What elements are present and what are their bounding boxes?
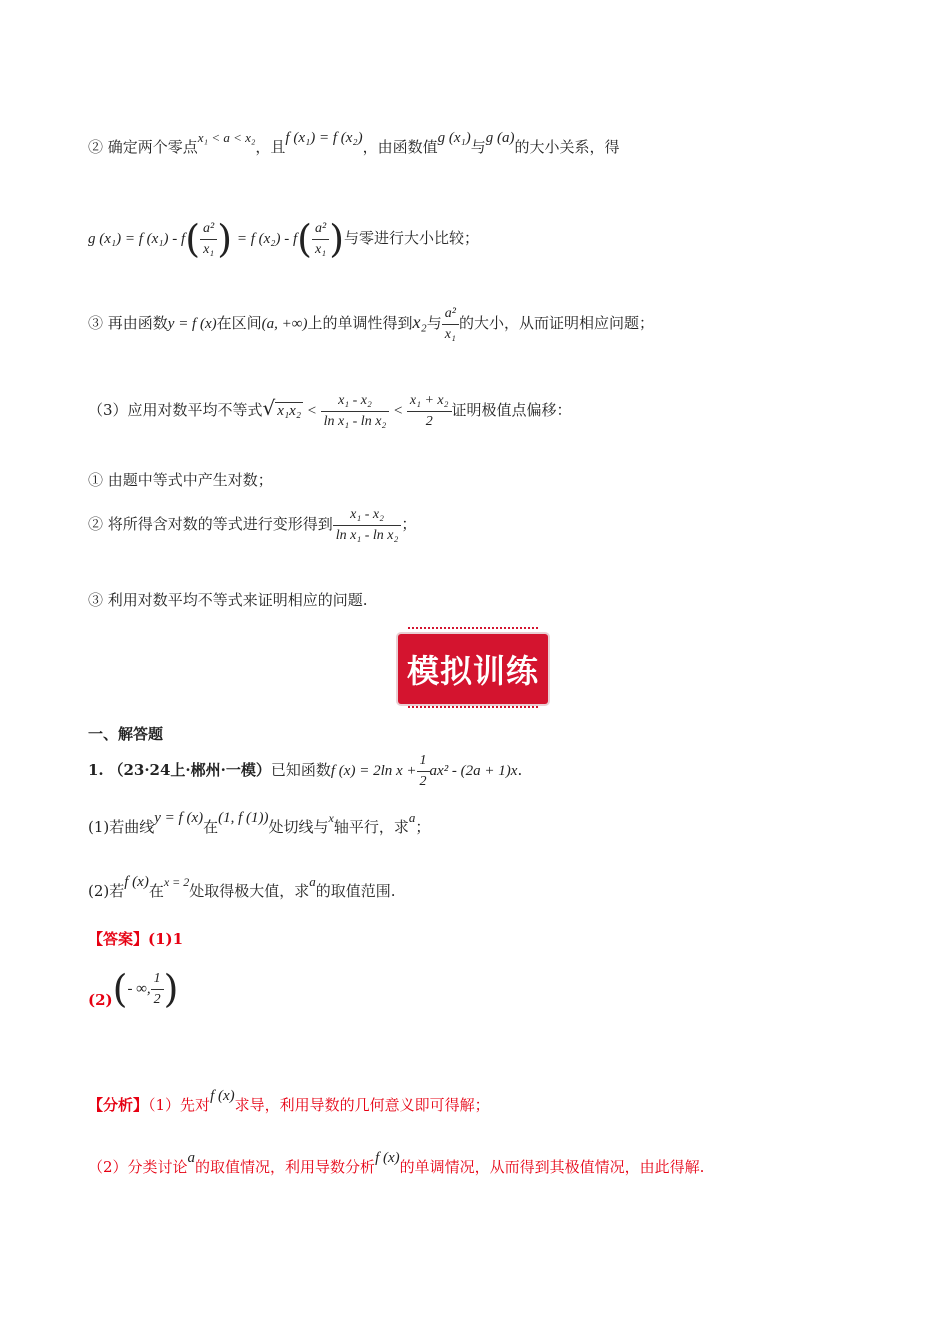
part1-line	[88, 810, 880, 839]
stamp-title: 模拟训练	[406, 652, 539, 690]
math-a-analysis: a	[187, 1150, 196, 1166]
step3-line	[88, 298, 880, 346]
step2-formula-tail: 与零进行大小比较；	[344, 229, 480, 247]
math-y-fx-part1: y = f (x)	[154, 810, 204, 826]
math-point: (1, f (1))	[218, 810, 269, 826]
math-func-rhs: ax² - (2a + 1)x	[429, 763, 518, 779]
step2-mid2: ，由函数值	[362, 138, 438, 156]
math-x2: x₂	[412, 312, 427, 332]
math-f-equal: f (x₁) = f (x₂)	[285, 130, 363, 146]
answer-part2-line: (2)(- ∞, $\frac{1}{2}$ )	[88, 967, 179, 1011]
method3-label: （3）应用对数平均不等式	[88, 401, 263, 419]
math-g-mid: = f (x₂) - f	[236, 231, 298, 247]
math-func-lhs: f (x) = 2ln x +	[330, 763, 417, 779]
analysis-text5: 的单调情况，从而得到其极值情况，由此得解.	[399, 1158, 705, 1176]
step2-confirm-line	[88, 130, 880, 159]
analysis-label: 【分析】	[88, 1096, 149, 1114]
part1-mid: 在	[203, 818, 219, 836]
part2-mid2: 处取得极大值，求	[189, 882, 310, 900]
math-y-fx: y = f (x)	[167, 316, 217, 332]
part2-tail: 的取值范围.	[315, 882, 396, 900]
fraction-a2-x1-step3: $\frac{\text{a²}}{\text{x₁}}$	[442, 304, 459, 345]
problem-number: 1.	[88, 761, 104, 779]
step2-formula-line: g (x₁) = f (x₁) - f( $\frac{\text{a²}}{\text{x₁}}$ ) = f (x₂) - f( $\frac{\text{a²}}{\text{x₁}}$ )与零进行大小比较；	[88, 217, 480, 261]
fraction-log-mean: $\frac{\text{x₁ - x₂}}{\text{ln x₁ - ln x₂}}$	[321, 391, 390, 432]
fraction-a2-x1: $\frac{\text{a²}}{\text{x₁}}$	[200, 219, 217, 260]
sqrt-symbol: √	[262, 396, 276, 420]
problem-source: （23·24上·郴州·一模）	[108, 761, 271, 779]
analysis-line1	[88, 1088, 880, 1117]
problem-lead: 已知函数	[270, 761, 331, 779]
method3-tail: 证明极值点偏移：	[451, 401, 572, 419]
step3-mid2: 上的单调性得到	[307, 314, 413, 332]
less-than-2: <	[389, 403, 407, 419]
fraction-a2-x1-second: $\frac{\text{a²}}{\text{x₁}}$	[312, 219, 329, 260]
step2-mid: ，且	[255, 138, 286, 156]
part1-mid3: 轴平行，求	[333, 818, 409, 836]
method3-step2-tail: ；	[401, 515, 417, 533]
math-a-part1: a	[408, 810, 416, 825]
fraction-log-diff: $\frac{\text{x₁ - x₂}}{\text{ln x₁ - ln x₂}}$	[333, 505, 402, 546]
math-x-equals-2: x = 2	[163, 875, 190, 889]
step2-label: ② 确定两个零点	[88, 138, 198, 156]
analysis-text3: （2）分类讨论	[88, 1158, 188, 1176]
part1-label: (1)若曲线	[88, 818, 155, 836]
math-a-part2: a	[309, 874, 316, 889]
math-sqrt-x1x2: x₁x₂	[277, 403, 302, 419]
step2-tail: 的大小关系，得	[514, 138, 620, 156]
answer-line: 【答案】(1)1	[88, 930, 184, 948]
simulation-training-stamp	[398, 634, 548, 704]
math-interval-left: - ∞,	[127, 981, 151, 997]
analysis-text4: 的取值情况，利用导数分析	[195, 1158, 376, 1176]
step2-mid3: 与	[470, 138, 486, 156]
step3-tail: 的大小，从而证明相应问题；	[458, 314, 654, 332]
analysis-text2: 求导，利用导数的几何意义即可得解；	[234, 1096, 490, 1114]
step3-mid: 在区间	[216, 314, 262, 332]
math-g-lead: g (x₁) = f (x₁) - f	[88, 231, 186, 247]
problem1-line	[88, 746, 880, 794]
analysis-line2	[88, 1150, 880, 1179]
answer-part2-label: (2)	[88, 991, 113, 1009]
math-fx-analysis2: f (x)	[375, 1150, 400, 1166]
math-fx-part2: f (x)	[124, 874, 149, 890]
math-interval: (a, +∞)	[261, 316, 308, 332]
method3-step2-line	[88, 500, 880, 548]
step3-label: ③ 再由函数	[88, 314, 168, 332]
part2-label: (2)若	[88, 882, 125, 900]
method3-step3: ③ 利用对数平均不等式来证明相应的问题.	[88, 591, 368, 609]
math-x1-a-x2: x₁ < a < x₂	[197, 130, 256, 145]
part2-line	[88, 874, 880, 903]
part2-mid: 在	[148, 882, 164, 900]
math-g-a: g (a)	[485, 130, 515, 146]
method3-line	[88, 384, 880, 432]
method3-step2-label: ② 将所得含对数的等式进行变形得到	[88, 515, 333, 533]
fraction-one-half: $\frac{1}{2}$	[417, 751, 430, 792]
problem-end: .	[517, 761, 523, 779]
fraction-answer-half: $\frac{1}{2}$	[151, 969, 164, 1010]
math-g-x1: g (x₁)	[437, 130, 471, 146]
fraction-arith-mean: $\frac{\text{x₁ + x₂}}{2}$	[407, 391, 452, 432]
section-title: 一、解答题	[88, 725, 164, 743]
part1-mid2: 处切线与	[268, 818, 329, 836]
less-than-1: <	[303, 403, 321, 419]
math-fx-analysis1: f (x)	[210, 1088, 235, 1104]
part1-tail: ；	[415, 818, 431, 836]
step3-mid3: 与	[426, 314, 442, 332]
analysis-text1: （1）先对	[148, 1096, 211, 1114]
method3-step1: ① 由题中等式中产生对数；	[88, 471, 273, 489]
math-x-axis: x	[328, 811, 334, 825]
